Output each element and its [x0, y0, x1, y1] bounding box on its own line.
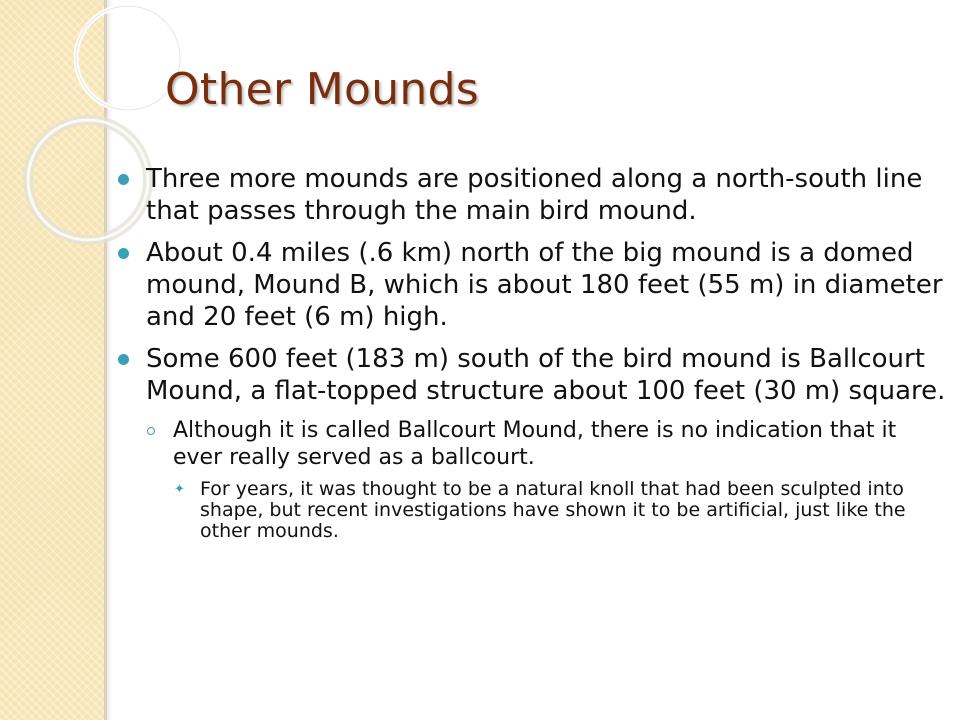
- sub-bullet-item: [118, 417, 948, 471]
- bullet-item: [118, 343, 948, 407]
- sparkle-bullet-icon: ✦: [174, 482, 185, 497]
- bullet-dot-icon: [118, 174, 129, 185]
- bullet-item: [118, 237, 948, 333]
- bullet-text: Some 600 feet (183 m) south of the bird mound is Ballcourt Mound, a flat-topped structure about 100 feet (30 m) square.: [146, 344, 946, 406]
- bullet-text: About 0.4 miles (.6 km) north of the big mound is a domed mound, Mound B, which is about 180 feet (55 m) in diameter and 20 feet (6 m) high.: [146, 238, 943, 332]
- bullet-dot-icon: [118, 248, 129, 259]
- bullet-item: [118, 163, 948, 227]
- bullet-dot-icon: [118, 354, 129, 365]
- sub-bullet-text: Although it is called Ballcourt Mound, there is no indication that it ever really served as a ballcourt.: [173, 418, 897, 470]
- slide-content: [118, 163, 948, 542]
- slide-title: Other Mounds: [165, 64, 480, 115]
- bullet-text: Three more mounds are positioned along a north-south line that passes through the main bird mound.: [146, 164, 923, 226]
- sub-sub-bullet-item: [118, 479, 948, 542]
- sub-sub-bullet-text: For years, it was thought to be a natural knoll that had been sculpted into shape, but recent investigations have shown it to be artificial, just like the other mounds.: [200, 478, 906, 542]
- ring-bullet-icon: [147, 427, 155, 435]
